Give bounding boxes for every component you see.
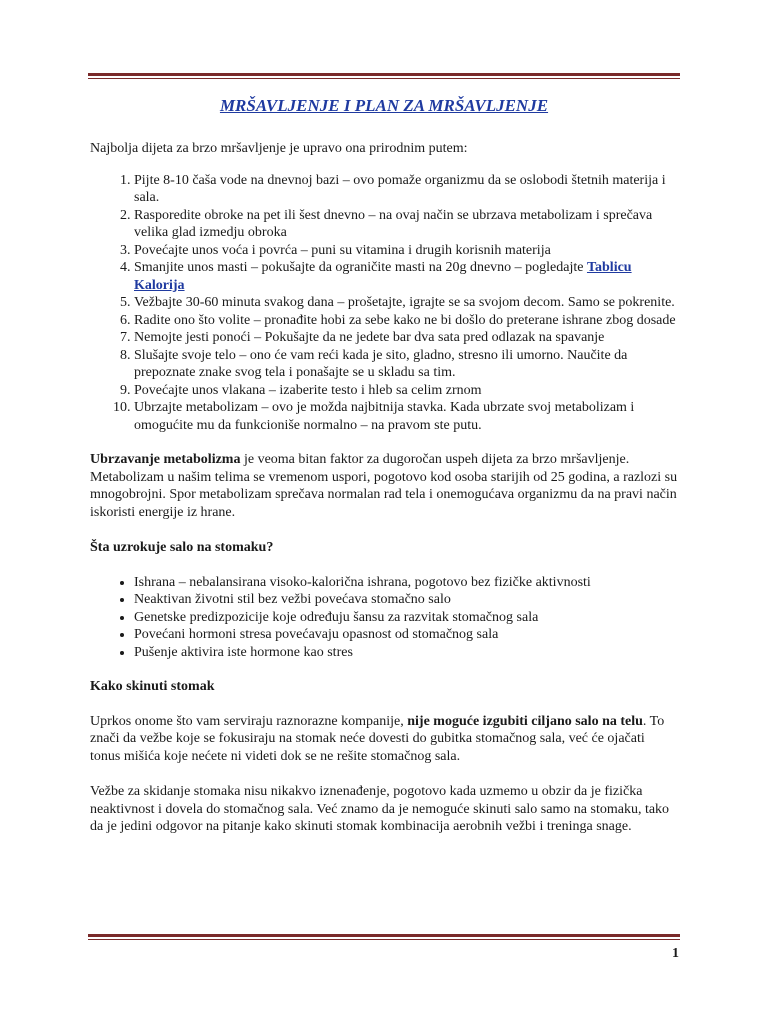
list-item: 6. Radite ono što volite – pronađite hobi za sebe kako ne bi došlo do preterane ishrane zbog dosade [134, 312, 678, 330]
list-item: • Ishrana – nebalansirana visoko-kalorična ishrana, pogotovo bez fizičke aktivnosti [134, 574, 678, 592]
header-rule [88, 73, 680, 79]
list-item: 10. Ubrzajte metabolizam – ovo je možda najbitnija stavka. Kada ubrzate svoj metabolizam i omogućite mu da funkcioniše normalno – na pravom ste putu. [134, 399, 678, 434]
list-item: • Povećani hormoni stresa povećavaju opasnost od stomačnog sala [134, 626, 678, 644]
causes-bullet-list [90, 574, 678, 662]
list-item-text: Smanjite unos masti – pokušajte da ograničite masti na 20g dnevno – pogledajte [134, 260, 587, 275]
kako-p1-start: Uprkos onome što vam serviraju raznorazne kompanije, [90, 713, 408, 729]
kako-p1-bold: nije moguće izgubiti ciljano salo na telu [407, 713, 643, 729]
document-body [90, 96, 678, 854]
list-item: 2. Rasporedite obroke na pet ili šest dnevno – na ovaj način se ubrzava metabolizam i sprečava velika glad izmedju obroka [134, 207, 678, 242]
list-item: 9. Povećajte unos vlakana – izaberite testo i hleb sa celim zrnom [134, 382, 678, 400]
kako-paragraph-2: Vežbe za skidanje stomaka nisu nikakvo iznenađenje, pogotovo kada uzmemo u obzir da je fizička neaktivnost i dovela do stomačnog sala. Već znamo da je nemoguće skinuti salo samo na stomaku, tako da je jedini odgovor na pitanje kako skinuti stomak kombinacija aerobnih vežbi i treninga snage. [90, 784, 670, 834]
metabolism-bold-text: Ubrzavanje metabolizma [90, 452, 241, 467]
metabolism-text: je veoma bitan faktor za dugoročan uspeh dijeta za brzo mršavljenje. Metabolizam u našim telima se vremenom uspori, pogotovo kod osoba starijih od 25 godina, a razlozi su mnogobrojni. Spor metabolizam sprečava normalan rad tela i onemogućava organizmu da na pravi način iskoristi energije iz hrane. [90, 452, 678, 520]
list-item: 7. Nemojte jesti ponoći – Pokušajte da ne jedete bar dva sata pred odlazak na spavanje [134, 329, 678, 347]
kako-p1-end: . To znači da vežbe koje se fokusiraju na stomak neće dovesti do gubitka stomačnog sala, već će ojačati tonus mišića koje nećete ni videti dok se ne rešite stomačnog sala. [90, 713, 665, 764]
metabolism-paragraph [90, 451, 678, 521]
list-item: 1. Pijte 8-10 čaša vode na dnevnoj bazi – ovo pomaže organizmu da se oslobodi štetnih materija i sala. [134, 172, 678, 207]
tablica-kalorija-link[interactable]: Tablicu Kalorija [134, 260, 632, 293]
footer-rule [88, 934, 680, 940]
stomach-cause-heading: Šta uzrokuje salo na stomaku? [90, 540, 274, 555]
intro-paragraph: Najbolja dijeta za brzo mršavljenje je upravo ona prirodnim putem: [90, 141, 468, 156]
kako-skinuti-heading: Kako skinuti stomak [90, 679, 215, 694]
kako-paragraph-1 [90, 713, 678, 766]
list-item: 3. Povećajte unos voća i povrća – puni su vitamina i drugih korisnih materija [134, 242, 678, 260]
list-item: • Neaktivan životni stil bez vežbi povećava stomačno salo [134, 591, 678, 609]
list-item: • Pušenje aktivira iste hormone kao stres [134, 644, 678, 662]
page-number: 1 [672, 946, 679, 961]
tips-numbered-list [90, 172, 678, 435]
document-title: MRŠAVLJENJE I PLAN ZA MRŠAVLJENJE [219, 96, 549, 115]
list-item: 5. Vežbajte 30-60 minuta svakog dana – prošetajte, igrajte se sa svojom decom. Samo se pokrenite. [134, 294, 678, 312]
list-item: • Genetske predizpozicije koje određuju šansu za razvitak stomačnog sala [134, 609, 678, 627]
list-item [134, 259, 678, 294]
list-item: 8. Slušajte svoje telo – ono će vam reći kada je sito, gladno, stresno ili umorno. Naučite da prepoznate znake svog tela i ponašajte se u skladu sa tim. [134, 347, 678, 382]
